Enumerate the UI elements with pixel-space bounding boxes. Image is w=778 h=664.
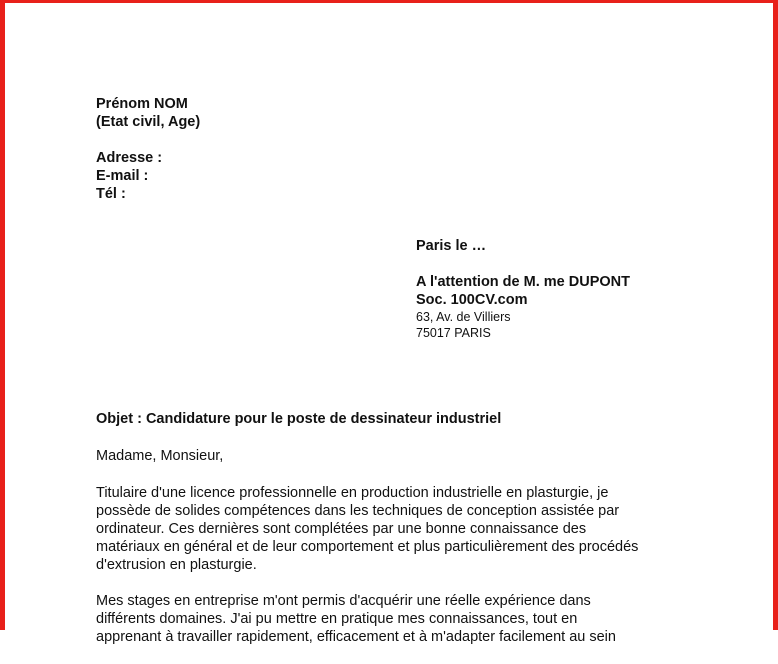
place-date: Paris le …: [416, 238, 487, 254]
paragraph-line: différents domaines. J'ai pu mettre en pratique mes connaissances, tout en: [96, 611, 578, 627]
recipient-street: 63, Av. de Villiers: [416, 310, 511, 324]
letter-subject: Objet : Candidature pour le poste de dessinateur industriel: [96, 411, 502, 427]
sender-address-label: Adresse :: [96, 150, 163, 166]
paragraph-line: Mes stages en entreprise m'ont permis d'acquérir une réelle expérience dans: [96, 593, 591, 609]
recipient-block: [416, 237, 630, 341]
sender-name: Prénom NOM: [96, 96, 188, 112]
paragraph-2: [96, 592, 696, 646]
paragraph-line: Titulaire d'une licence professionnelle en production industrielle en plasturgie, je: [96, 485, 609, 501]
sender-email-label: E-mail :: [96, 168, 149, 184]
recipient-city: 75017 PARIS: [416, 326, 491, 340]
letter-body: [96, 410, 696, 664]
paragraph-line: d'extrusion en plasturgie.: [96, 557, 257, 573]
recipient-company: Soc. 100CV.com: [416, 292, 528, 308]
paragraph-line: apprenant à travailler rapidement, efficacement et à m'adapter facilement au sein: [96, 629, 616, 645]
sender-phone-label: Tél :: [96, 186, 126, 202]
sender-civil: (Etat civil, Age): [96, 114, 201, 130]
paragraph-line: matériaux en général et de leur comportement et plus particulièrement des procédés: [96, 539, 639, 555]
paragraph-line: ordinateur. Ces dernières sont complétées par une bonne connaissance des: [96, 521, 587, 537]
paragraph-line: possède de solides compétences dans les techniques de conception assistée par: [96, 503, 620, 519]
recipient-attention: A l'attention de M. me DUPONT: [416, 274, 630, 290]
paragraph-1: [96, 484, 696, 574]
letter-salutation: Madame, Monsieur,: [96, 448, 224, 464]
sender-block: [96, 95, 200, 203]
